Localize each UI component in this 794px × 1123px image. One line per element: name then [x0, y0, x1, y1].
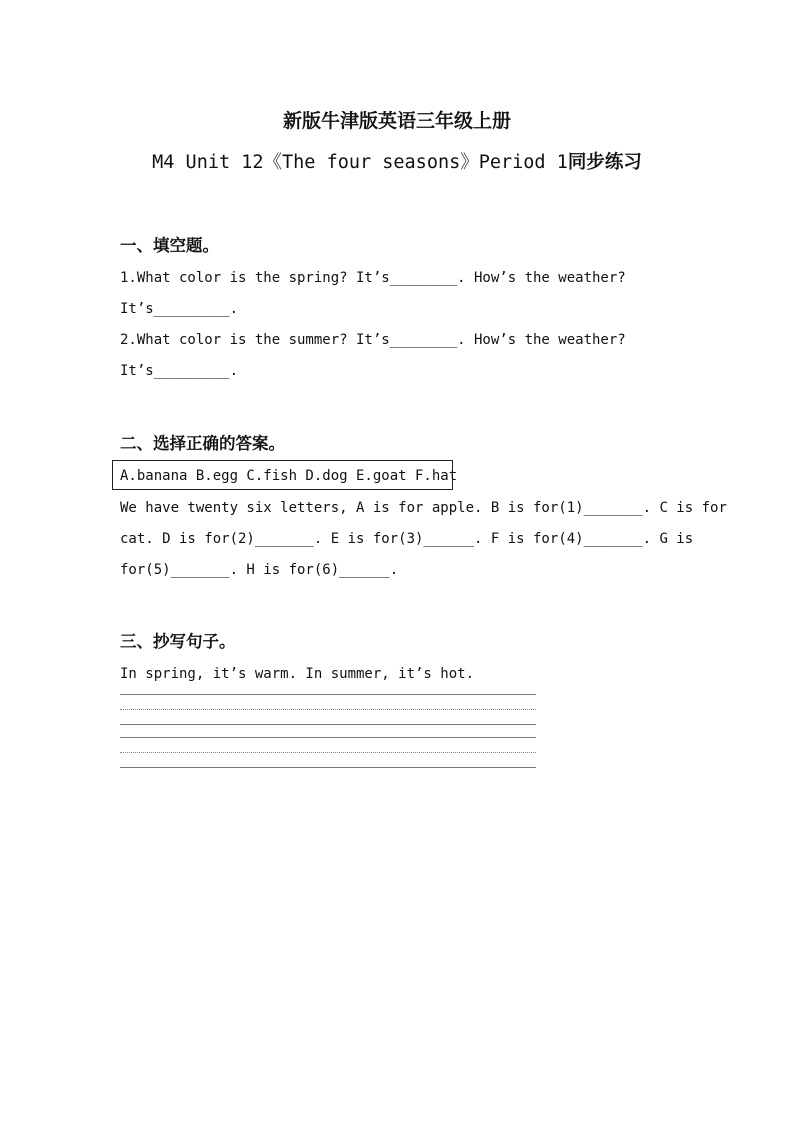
- fill-line-1: 1.What color is the spring? It’s________. How’s the weather?: [120, 270, 626, 286]
- choice-line-1: We have twenty six letters, A is for apple. B is for(1)_______. C is for: [120, 500, 727, 516]
- writing-line: [120, 767, 536, 768]
- page-title: 新版牛津版英语三年级上册: [282, 110, 511, 132]
- options-text: A.banana B.egg C.fish D.dog E.goat F.hat: [120, 468, 458, 484]
- subtitle-chinese: 同步练习: [567, 152, 642, 173]
- fill-line-3: 2.What color is the summer? It’s________. How’s the weather?: [120, 332, 626, 348]
- page-subtitle: [0, 148, 794, 174]
- fill-line-4: It’s_________.: [120, 363, 239, 379]
- writing-line: [120, 737, 536, 738]
- section3-heading: 三、抄写句子。: [120, 632, 236, 651]
- section2-heading: 二、选择正确的答案。: [120, 434, 285, 453]
- copy-sentence: In spring, it’s warm. In summer, it’s hot.: [120, 666, 475, 682]
- section1-heading: 一、填空题。: [120, 236, 219, 255]
- choice-line-3: for(5)_______. H is for(6)______.: [120, 562, 399, 578]
- writing-line: [120, 694, 536, 695]
- writing-line: [120, 724, 536, 725]
- writing-line-dotted: [120, 752, 536, 753]
- fill-line-2: It’s_________.: [120, 301, 239, 317]
- choice-line-2: cat. D is for(2)_______. E is for(3)______. F is for(4)_______. G is: [120, 531, 694, 547]
- writing-line-dotted: [120, 709, 536, 710]
- options-box: [112, 460, 458, 490]
- subtitle-english: M4 Unit 12《The four seasons》Period 1: [152, 152, 568, 173]
